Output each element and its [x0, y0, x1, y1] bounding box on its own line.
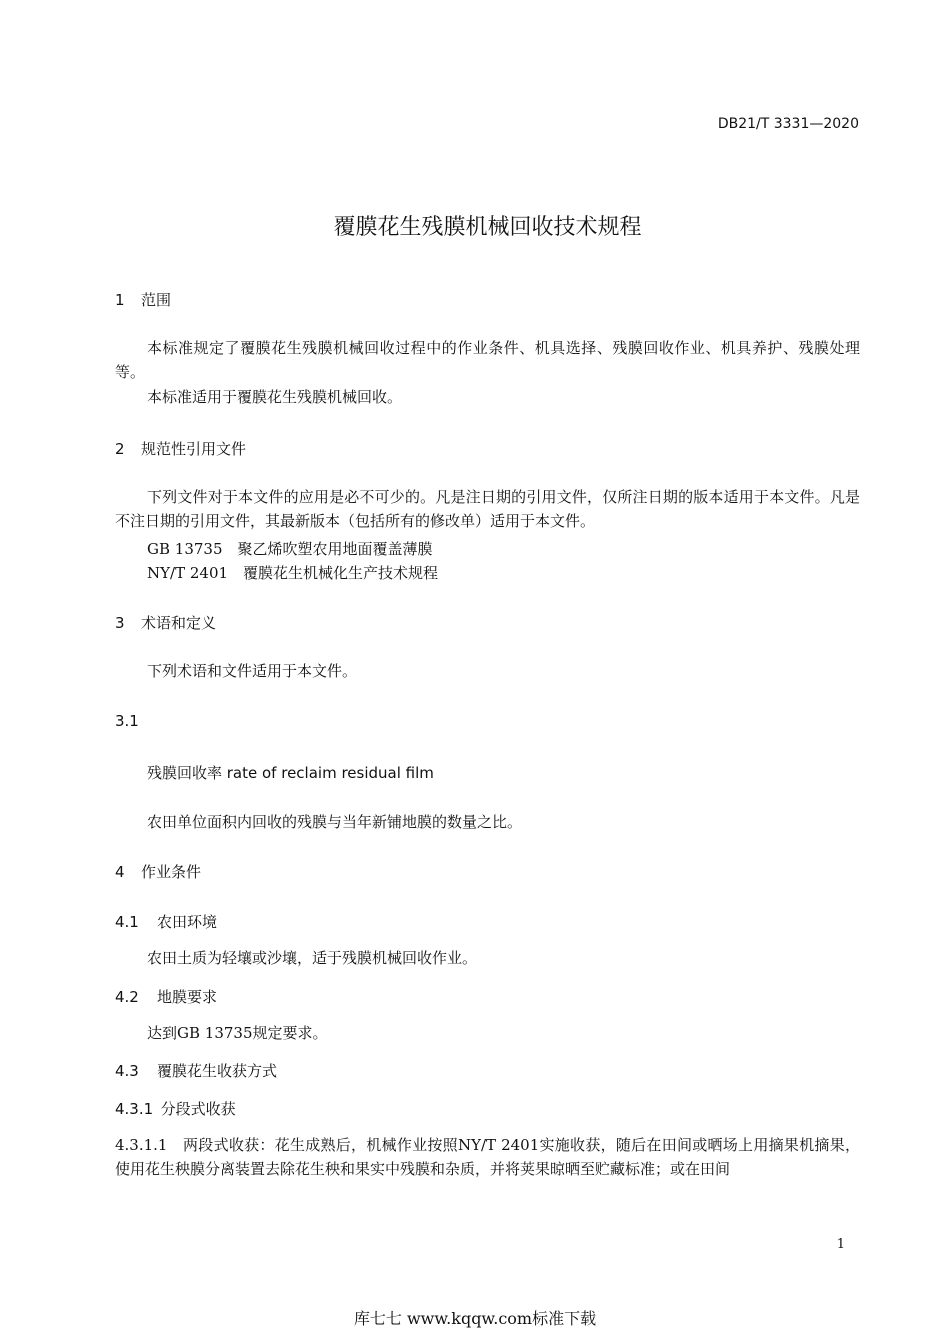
subsection-heading-4-3	[115, 1060, 277, 1081]
page-number: 1	[836, 1237, 845, 1252]
subsection-title: 农田环境	[157, 913, 218, 931]
field-environment-text: 农田土质为轻壤或沙壤，适于残膜机械回收作业。	[147, 949, 478, 967]
term-number: 3.1	[115, 712, 139, 730]
two-stage-harvest-paragraph	[115, 1133, 860, 1181]
section-number: 2	[115, 440, 125, 458]
subsection-title: 地膜要求	[157, 988, 218, 1006]
film-requirement-text: 达到GB 13735规定要求。	[147, 1024, 328, 1042]
term-definition: 农田单位面积内回收的残膜与当年新铺地膜的数量之比。	[147, 813, 523, 831]
section-title: 规范性引用文件	[141, 440, 247, 458]
section-number: 1	[115, 291, 125, 309]
section-heading-3	[115, 612, 216, 633]
terms-intro-paragraph: 下列术语和文件适用于本文件。	[147, 662, 358, 680]
subsection-number: 4.1	[115, 913, 139, 931]
document-code: DB21/T 3331—2020	[717, 116, 859, 132]
section-number: 3	[115, 614, 125, 632]
section-title: 术语和定义	[141, 614, 217, 632]
scope-paragraph-2: 本标准适用于覆膜花生残膜机械回收。	[147, 388, 403, 406]
subsection-heading-4-1	[115, 911, 217, 932]
references-paragraph: 下列文件对于本文件的应用是必不可少的。凡是注日期的引用文件，仅所注日期的版本适用于本文件。凡是不注日期的引用文件，其最新版本（包括所有的修改单）适用于本文件。	[115, 488, 860, 530]
subsection-title: 分段式收获	[160, 1100, 236, 1118]
subsection-number: 4.2	[115, 988, 139, 1006]
clause-number: 4.3.1.1	[115, 1136, 168, 1154]
clause-text: 两段式收获：花生成熟后，机械作业按照NY/T 2401实施收获，随后在田间或晒场上用摘果机摘果，使用花生秧膜分离装置去除花生秧和果实中残膜和杂质，并将荚果晾晒至贮藏标准；或在田间	[115, 1136, 860, 1178]
section-number: 4	[115, 863, 125, 881]
section-title: 作业条件	[141, 863, 202, 881]
subsection-heading-4-3-1	[115, 1098, 236, 1119]
document-title: 覆膜花生残膜机械回收技术规程	[333, 215, 642, 240]
subsection-number: 4.3	[115, 1062, 139, 1080]
subsection-number: 4.3.1	[115, 1100, 154, 1118]
subsection-heading-4-2	[115, 986, 217, 1007]
section-heading-1	[115, 289, 171, 310]
section-heading-4	[115, 861, 201, 882]
section-title: 范围	[141, 291, 172, 309]
reference-item-nyt2401: NY/T 2401 覆膜花生机械化生产技术规程	[147, 564, 439, 582]
subsection-title: 覆膜花生收获方式	[157, 1062, 278, 1080]
section-heading-2	[115, 438, 246, 459]
scope-paragraph-1: 本标准规定了覆膜花生残膜机械回收过程中的作业条件、机具选择、残膜回收作业、机具养护、残膜处理等。	[115, 339, 860, 381]
term-name: 残膜回收率 rate of reclaim residual film	[147, 764, 434, 782]
footer-watermark: 库七七 www.kqqw.com标准下载	[353, 1309, 597, 1328]
reference-item-gb13735: GB 13735 聚乙烯吹塑农用地面覆盖薄膜	[147, 540, 433, 558]
